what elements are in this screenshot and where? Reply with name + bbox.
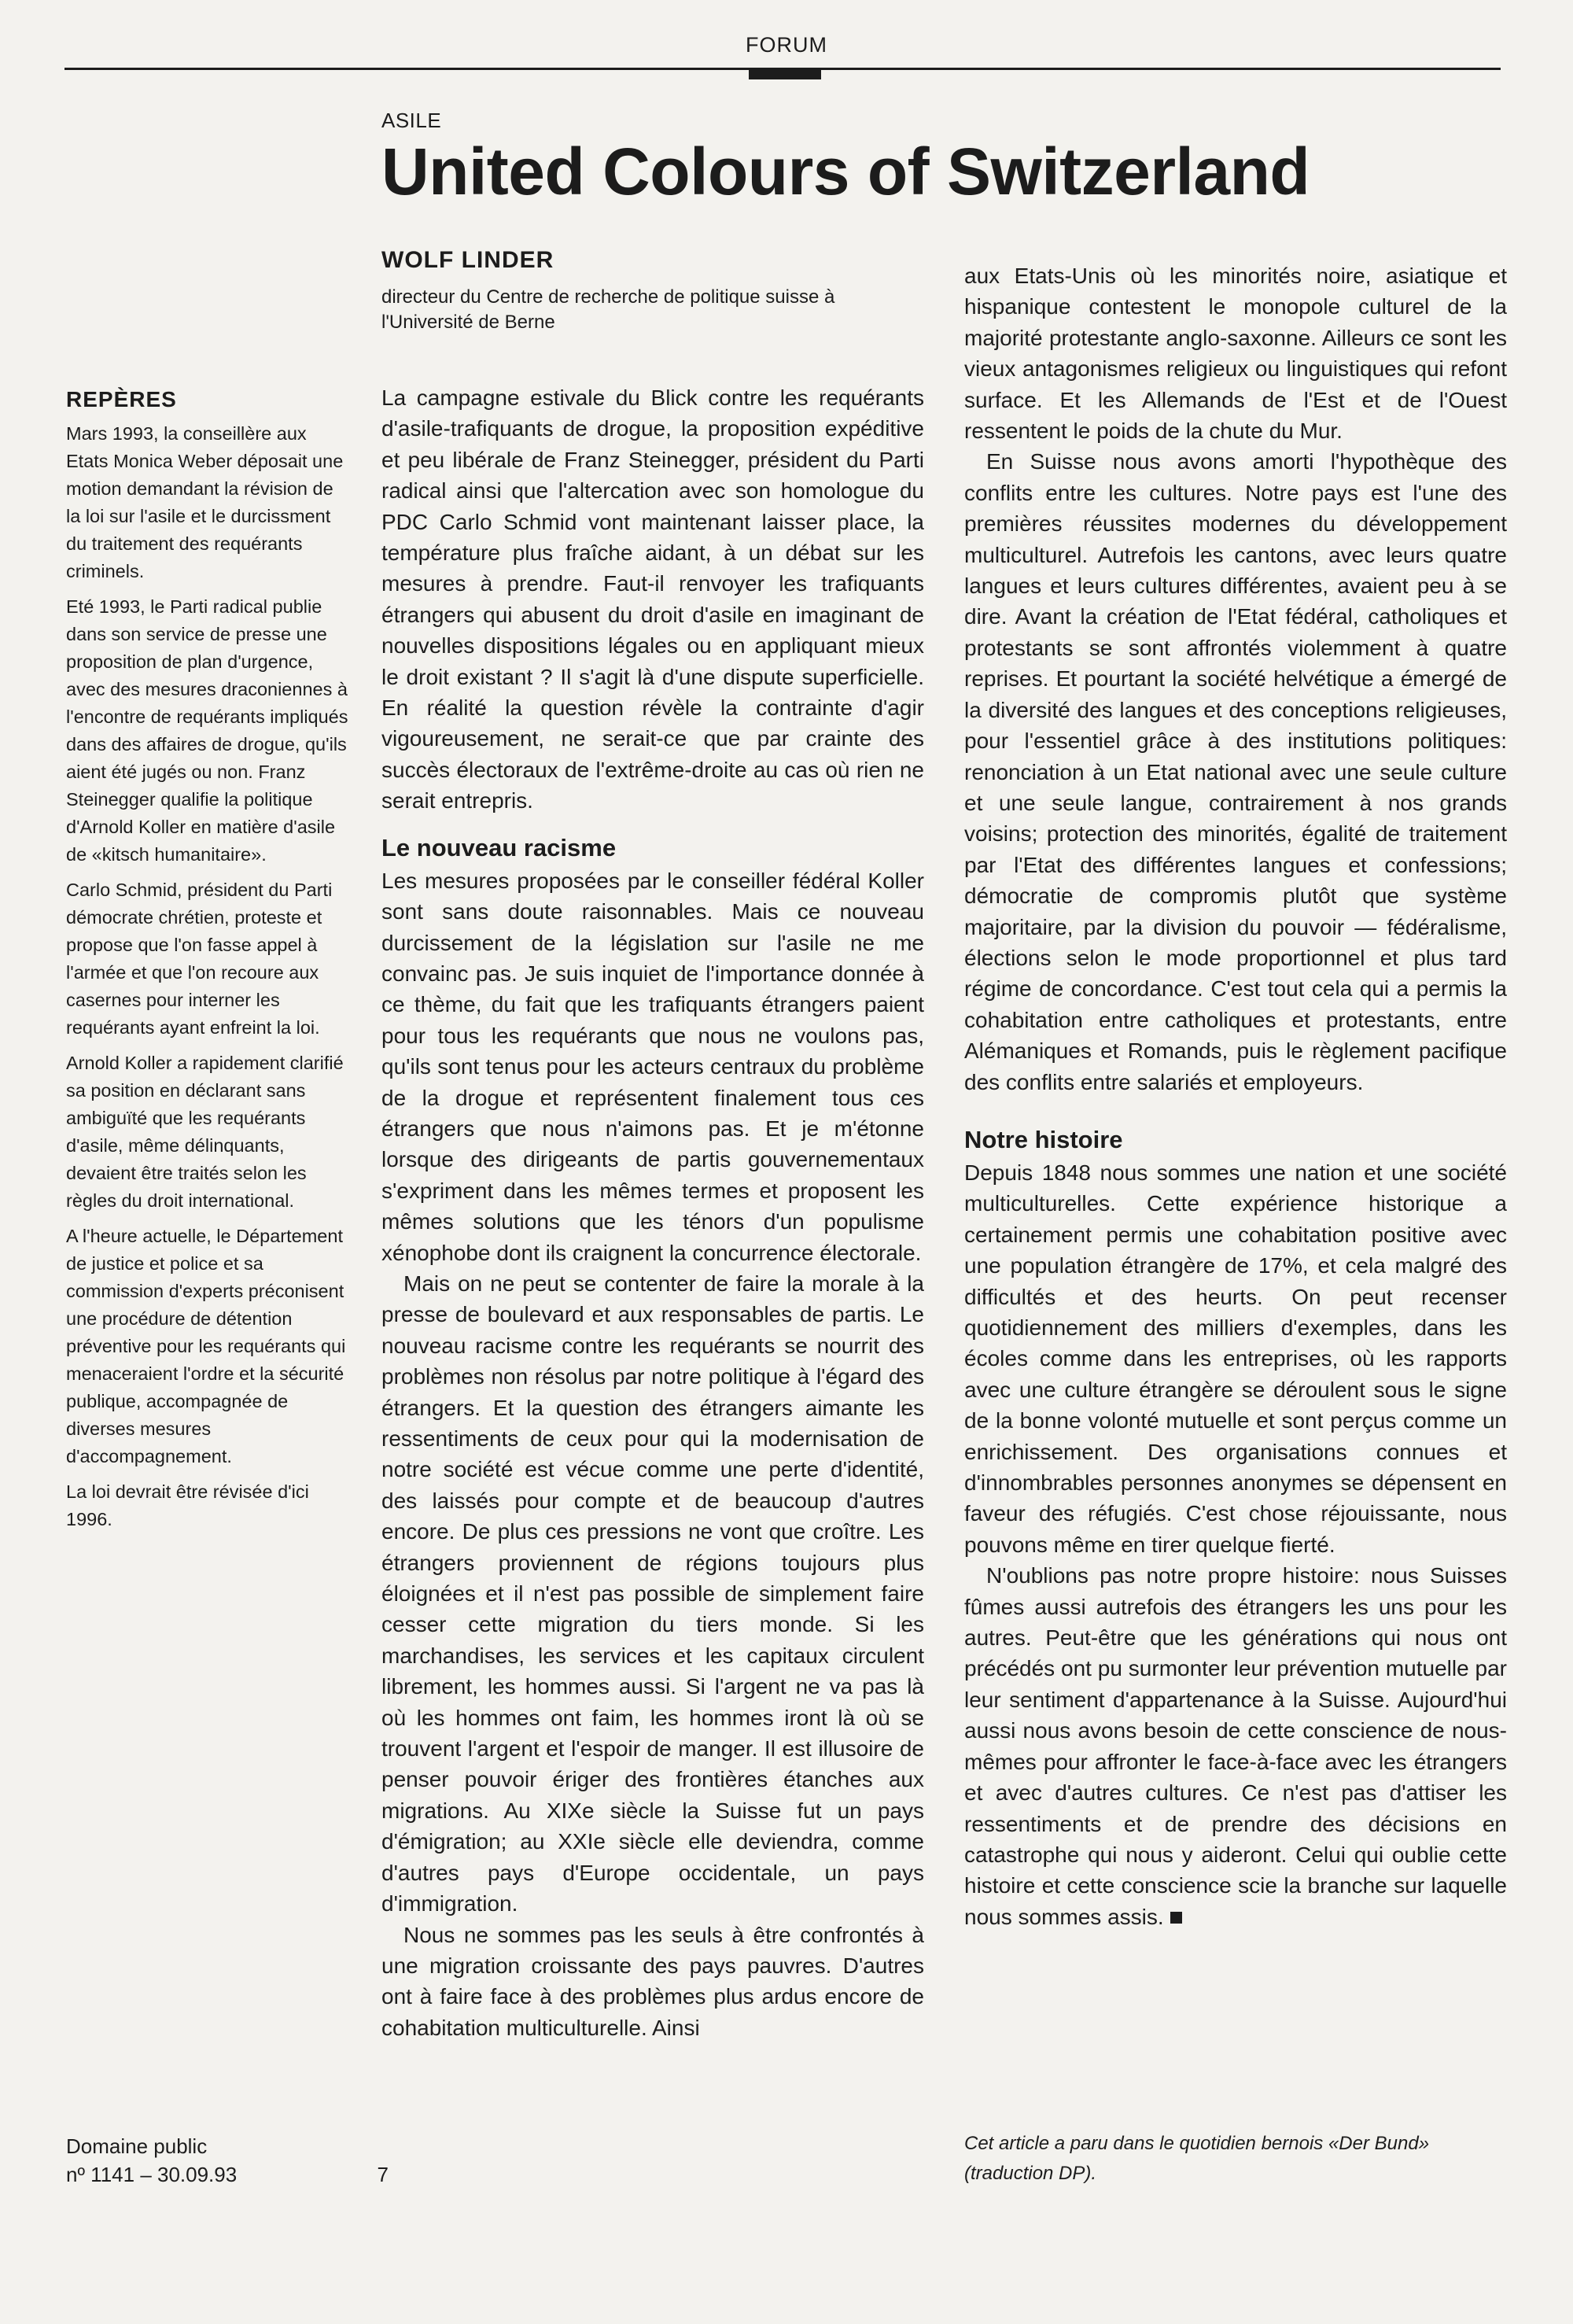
body-paragraph: Les mesures proposées par le conseiller fédéral Koller sont sans doute raisonnables. Mais ce nouveau durcissement de la législation sur l'asile ne me convainc pas. Je suis inquiet de l'importance donnée à ce thème, du fait que les trafiquants étrangers paient pour tous les requérants que nous ne voulons pas, qu'ils sont tenus pour les acteurs centraux du problème de la drogue et représentent finalement tous ces étrangers que nous n'aimons pas. Et je m'étonne lorsque des dirigeants de partis gouvernementaux s'expriment dans les mêmes termes et proposent les mêmes solutions que les ténors d'un populisme xénophobe dont ils craignent la concurrence électorale. — [381, 868, 924, 1265]
author-name: WOLF LINDER — [381, 247, 554, 273]
article-column-middle — [381, 382, 924, 2043]
sidebar-item: A l'heure actuelle, le Département de justice et police et sa commission d'experts préconisent une procédure de détention préventive pour les requérants qui menaceraient l'ordre et la sécurité publique, accompagnée de diverses mesures d'accompagnement. — [66, 1226, 346, 1466]
sidebar-heading: REPÈRES — [66, 387, 177, 411]
intro-paragraph: La campagne estivale du Blick contre les requérants d'asile-trafiquants de drogue, la proposition expéditive et peu libérale de Franz Steinegger, président du Parti radical ainsi que l'altercation avec son homologue du PDC Carlo Schmid vont maintenant laisser place, la température plus fraîche aidant, à un débat sur les mesures à prendre. Faut-il renvoyer les trafiquants étrangers qui abusent du droit d'asile en imaginant de nouvelles dispositions légales ou en appliquant mieux le droit existant ? Il s'agit là d'une dispute superficielle. En réalité la question révèle la contrainte d'agir vigoureusement, ne serait-ce que par crainte des succès électoraux de l'extrême-droite au cas où rien ne serait entrepris. — [381, 385, 924, 813]
body-paragraph-text: N'oublions pas notre propre histoire: nous Suisses fûmes aussi autrefois des étrangers les uns pour les autres. Peut-être que les générations qui nous ont précédés ont pu surmonter leur prévention mutuelle par leur sentiment d'appartenance à la Suisse. Aujourd'hui aussi nous avons besoin de cette conscience de nous-mêmes pour affronter le face-à-face avec les étrangers et avec d'autres cultures. Ce n'est pas d'attiser les ressentiments et de prendre des décisions en catastrophe qui nous y aideront. Celui qui oublie cette histoire et cette conscience scie la branche sur laquelle nous sommes assis. — [964, 1563, 1507, 1929]
sidebar-item: Eté 1993, le Parti radical publie dans son service de presse une proposition de plan d'urgence, avec des mesures draconiennes à l'encontre de requérants impliqués dans des affaires de drogue, qu'ils aient été jugés ou non. Franz Steinegger qualifie la politique d'Arnold Koller en matière d'asile de «kitsch humanitaire». — [66, 596, 348, 865]
page-number: 7 — [377, 2163, 389, 2186]
author-title: directeur du Centre de recherche de politique suisse à l'Université de Berne — [381, 286, 835, 333]
article-title: United Colours of Switzerland — [381, 135, 1310, 208]
body-paragraph: Depuis 1848 nous sommes une nation et une société multiculturelles. Cette expérience historique a certainement permis une cohabitation positive avec une population étrangère de 17%, et cela malgré des difficultés et des heurts. On peut recenser quotidiennement des milliers d'exemples, dans les écoles comme dans les entreprises, où les rapports avec une culture étrangère se déroulent sous le signe de la bonne volonté mutuelle et sont perçus comme un enrichissement. Des organisations connues et d'innombrables personnes anonymes se dépensent en faveur des réfugiés. C'est chose réjouissante, nous pouvons même en tirer quelque fierté. — [964, 1160, 1507, 1557]
section-label: FORUM — [746, 33, 827, 57]
body-paragraph: Nous ne sommes pas les seuls à être confrontés à une migration croissante des pays pauvres. D'autres ont à faire face à des problèmes plus ardus encore de cohabitation multiculturelle. Ainsi — [381, 1922, 924, 2040]
body-paragraph: aux Etats-Unis où les minorités noire, asiatique et hispanique contestent le monopole culturel de la majorité protestante anglo-saxonne. Ailleurs ce sont les vieux antagonismes religieux ou linguistiques qui refont surface. Et les Allemands de l'Est et de l'Ouest ressentent le poids de la chute du Mur. — [964, 264, 1507, 444]
body-paragraph: En Suisse nous avons amorti l'hypothèque des conflits entre les cultures. Notre pays est l'une des premières réussites modernes du développement multiculturel. Autrefois les cantons, avec leurs quatre langues et leurs cultures différentes, avaient peu à se dire. Avant la création de l'Etat fédéral, catholiques et protestants se sont affrontés violemment à quatre reprises. Et pourtant la société helvétique a émergé de la diversité des langues et des conceptions religieuses, pour l'essentiel grâce à des institutions politiques: renonciation à un Etat national avec une seule culture et une seule langue, contrairement à nos grands voisins; protection des minorités, égalité de traitement par l'Etat des différentes langues et confessions; démocratie de compromis plutôt que système majoritaire, par la division du pouvoir — fédéralisme, élections selon le mode proportionnel et plus tard régime de concordance. C'est tout cela qui a permis la cohabitation entre catholiques et protestants, entre Alémaniques et Romands, puis le règlement pacifique des conflits entre salariés et employeurs. — [964, 449, 1507, 1094]
page-footer — [66, 2132, 389, 2189]
article-column-right — [964, 260, 1507, 1932]
article-credit: Cet article a paru dans le quotidien bernois «Der Bund» (traduction DP). — [964, 2133, 1430, 2184]
header-rule-marker — [749, 70, 821, 79]
subhead-nouveau-racisme: Le nouveau racisme — [381, 833, 617, 861]
sidebar-reperes — [66, 387, 349, 1541]
subhead-notre-histoire: Notre histoire — [964, 1125, 1123, 1153]
publication-name: Domaine public — [66, 2134, 208, 2158]
sidebar-item: Mars 1993, la conseillère aux Etats Monica Weber déposait une motion demandant la révision de la loi sur l'asile et le durcissment du traitement des requérants criminels. — [66, 423, 344, 581]
body-paragraph-final — [964, 1560, 1507, 1932]
end-mark-icon — [1170, 1912, 1182, 1924]
article-kicker: ASILE — [381, 109, 442, 132]
sidebar-item: Carlo Schmid, président du Parti démocrate chrétien, proteste et propose que l'on fasse appel à l'armée et que l'on recoure aux casernes pour interner les requérants ayant enfreint la loi. — [66, 880, 333, 1038]
body-paragraph: Mais on ne peut se contenter de faire la morale à la presse de boulevard et aux responsables de partis. Le nouveau racisme contre les requérants se nourrit des problèmes non résolus par notre politique à l'égard des étrangers. Et la question des étrangers aimante les ressentiments de ceux pour qui la modernisation de notre société est vécue comme une perte d'identité, des laissés pour compte et de beaucoup d'autres encore. De plus ces pressions ne vont que croître. Les étrangers proviennent de régions toujours plus éloignées et il n'est pas possible de simplement faire cesser cette migration du tiers monde. Si les marchandises, les services et les capitaux circulent librement, les hommes aussi. Si l'argent ne va pas là où les hommes ont faim, les hommes iront là où se trouvent l'argent et l'espoir de manger. Il est illusoire de penser pouvoir ériger des frontières étanches aux migrations. Au XIXe siècle la Suisse fut un pays d'émigration; au XXIe siècle elle deviendra, comme d'autres pays d'Europe occidentale, un pays d'immigration. — [381, 1271, 924, 1916]
issue-info: nº 1141 – 30.09.93 — [66, 2163, 238, 2186]
sidebar-item: Arnold Koller a rapidement clarifié sa position en déclarant sans ambiguïté que les requérants d'asile, même délinquants, devaient être traités selon les règles du droit international. — [66, 1053, 344, 1211]
byline — [381, 247, 924, 335]
sidebar-item: La loi devrait être révisée d'ici 1996. — [66, 1481, 309, 1529]
